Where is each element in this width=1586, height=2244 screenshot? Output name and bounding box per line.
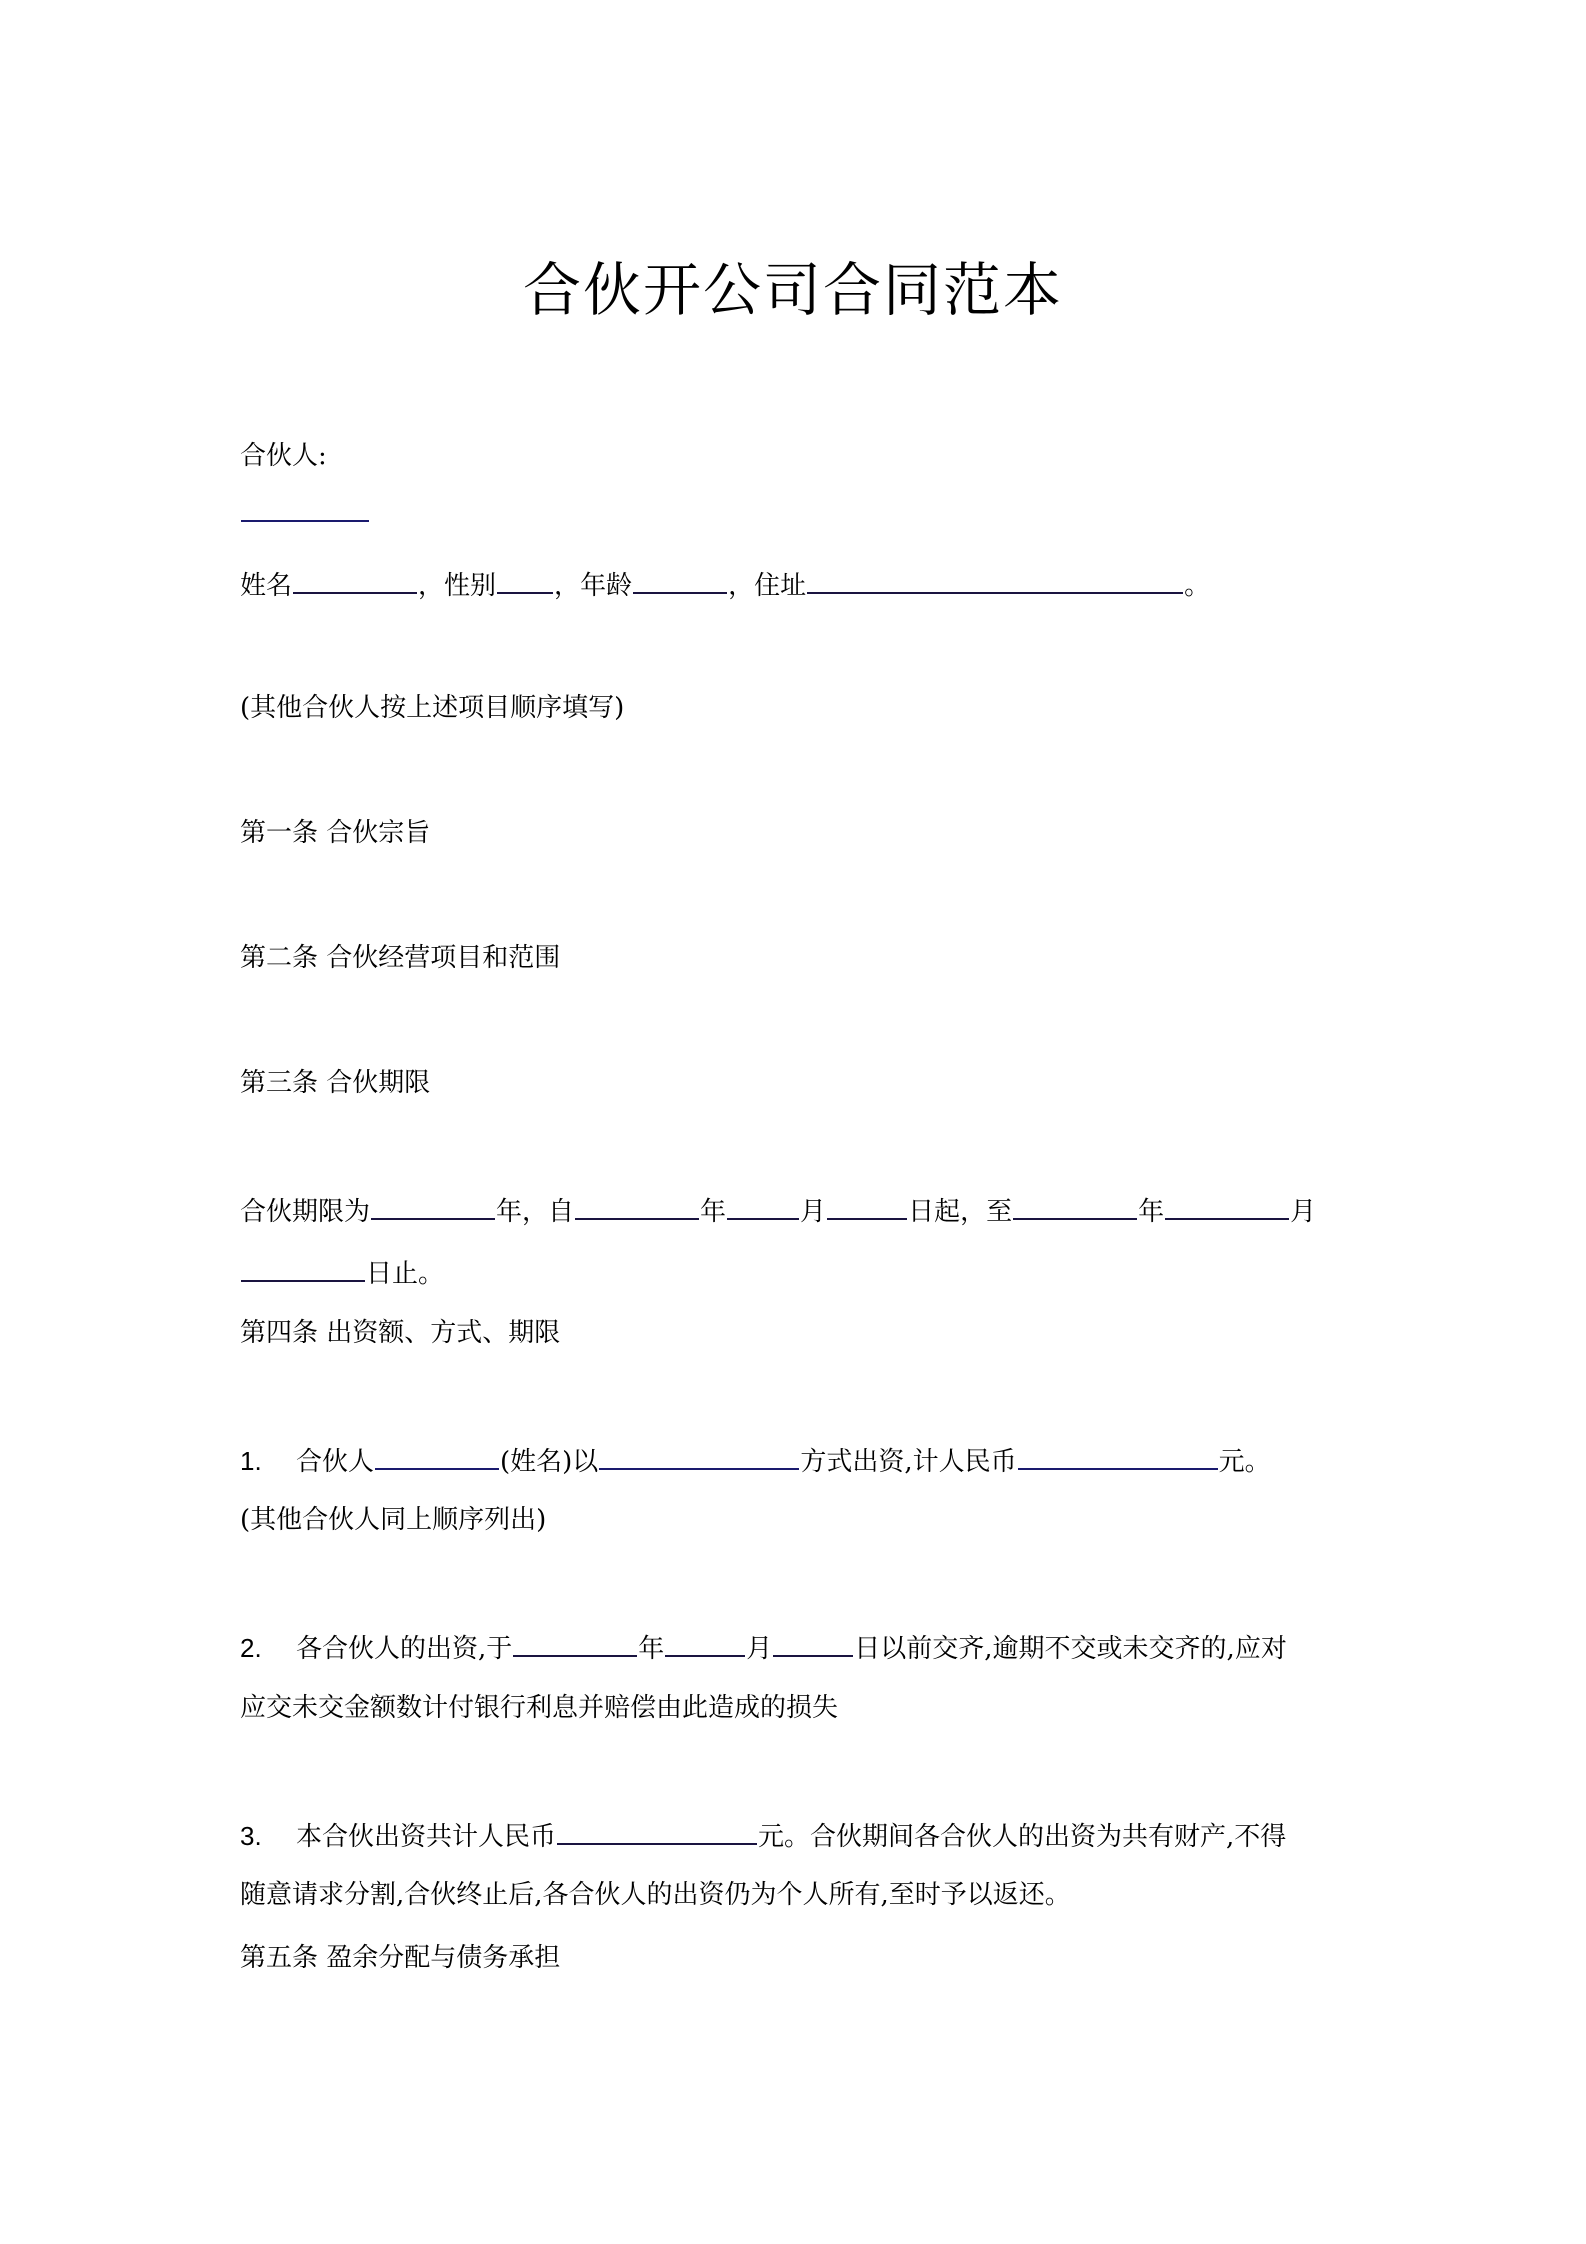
- contribution-amount-blank[interactable]: [1018, 1438, 1218, 1470]
- term-line-1: [240, 1188, 1316, 1232]
- item-3-line-1: [240, 1813, 1286, 1857]
- other-partners-note: (其他合伙人按上述项目顺序填写): [240, 693, 625, 723]
- partner-name-blank[interactable]: [241, 490, 369, 522]
- document-title: 合伙开公司合同范本: [522, 256, 1063, 324]
- gender-label: 性别: [444, 571, 497, 601]
- separator: ，: [554, 571, 581, 601]
- total-contribution-blank[interactable]: [557, 1813, 757, 1845]
- period: 。: [1184, 571, 1211, 601]
- due-month-blank[interactable]: [665, 1625, 745, 1657]
- item-number: 2.: [240, 1633, 262, 1663]
- term-text: 日止。: [366, 1259, 445, 1289]
- term-text: 合伙期限为: [240, 1197, 371, 1227]
- item-2-line-1: [240, 1625, 1287, 1669]
- end-year-blank[interactable]: [1013, 1188, 1137, 1220]
- term-text: 年，自: [496, 1197, 575, 1227]
- article-2-heading: 第二条 合伙经营项目和范围: [240, 943, 561, 973]
- term-text: 月: [800, 1197, 827, 1227]
- item-text: (姓名)以: [500, 1447, 599, 1477]
- contribution-method-blank[interactable]: [599, 1438, 799, 1470]
- term-years-blank[interactable]: [371, 1188, 495, 1220]
- item-text: 本合伙出资共计人民币: [296, 1822, 557, 1852]
- item-text: 方式出资,计人民币: [800, 1447, 1017, 1477]
- item-3-line-2: 随意请求分割,合伙终止后,各合伙人的出资仍为个人所有,至时予以返还。: [240, 1880, 1071, 1910]
- item-text: 日以前交齐,逾期不交或未交齐的,应对: [854, 1634, 1287, 1664]
- item-text: 元。合伙期间各合伙人的出资为共有财产,不得: [758, 1822, 1287, 1852]
- article-3-heading: 第三条 合伙期限: [240, 1068, 431, 1098]
- item-text: 元。: [1218, 1447, 1271, 1477]
- due-day-blank[interactable]: [773, 1625, 853, 1657]
- item-text: 年: [638, 1634, 665, 1664]
- item-text: 月: [746, 1634, 773, 1664]
- partner-line: [240, 490, 370, 534]
- address-blank[interactable]: [807, 562, 1183, 594]
- age-blank[interactable]: [633, 562, 727, 594]
- item-number: 3.: [240, 1821, 262, 1851]
- term-text: 年: [700, 1197, 727, 1227]
- name-label: 姓名: [240, 571, 293, 601]
- article-5-heading: 第五条 盈余分配与债务承担: [240, 1943, 561, 1973]
- end-month-blank[interactable]: [1165, 1188, 1289, 1220]
- item-1-line: [240, 1438, 1271, 1482]
- item-2-line-2: 应交未交金额数计付银行利息并赔偿由此造成的损失: [240, 1693, 839, 1723]
- item-number: 1.: [240, 1446, 262, 1476]
- name-blank[interactable]: [293, 562, 417, 594]
- item-1-note: (其他合伙人同上顺序列出): [240, 1505, 547, 1535]
- address-label: 住址: [754, 571, 807, 601]
- partner-label: 合伙人:: [240, 441, 327, 471]
- term-text: 日起，至: [908, 1197, 1013, 1227]
- partner-info-line: [240, 562, 1210, 606]
- separator: ，: [728, 571, 755, 601]
- partner-name-blank[interactable]: [375, 1438, 499, 1470]
- start-month-blank[interactable]: [727, 1188, 799, 1220]
- item-text: 各合伙人的出资,于: [296, 1634, 513, 1664]
- age-label: 年龄: [580, 571, 633, 601]
- gender-blank[interactable]: [497, 562, 553, 594]
- separator: ，: [418, 571, 445, 601]
- due-year-blank[interactable]: [513, 1625, 637, 1657]
- article-1-heading: 第一条 合伙宗旨: [240, 818, 431, 848]
- item-text: 合伙人: [296, 1447, 375, 1477]
- end-day-blank[interactable]: [241, 1250, 365, 1282]
- article-4-heading: 第四条 出资额、方式、期限: [240, 1318, 561, 1348]
- start-year-blank[interactable]: [575, 1188, 699, 1220]
- term-line-2: [240, 1250, 444, 1294]
- term-text: 月: [1290, 1197, 1317, 1227]
- start-day-blank[interactable]: [827, 1188, 907, 1220]
- term-text: 年: [1138, 1197, 1165, 1227]
